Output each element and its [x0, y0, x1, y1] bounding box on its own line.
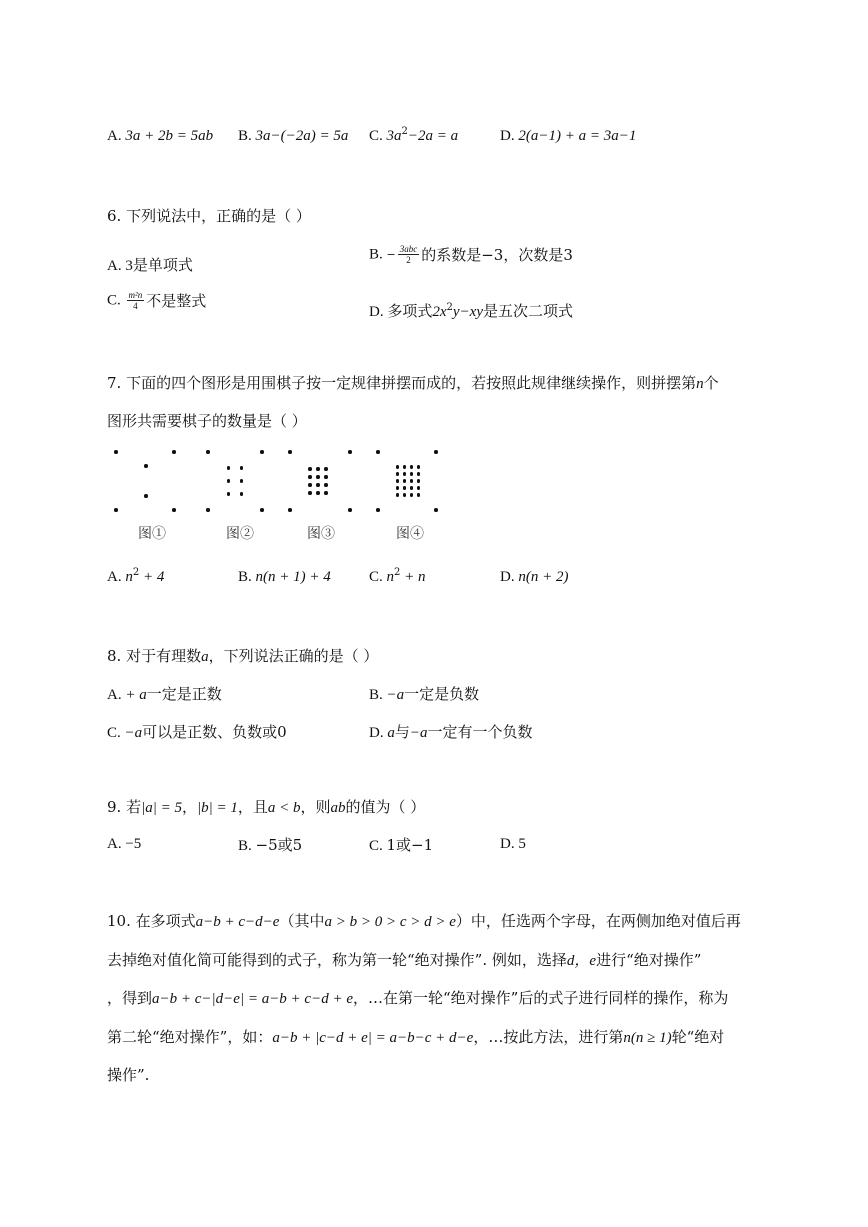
corner-dot — [114, 450, 118, 454]
inner-dot — [396, 472, 400, 476]
q8-option-c: C. −a可以是正数、负数或0 — [107, 723, 287, 741]
inner-dot — [396, 486, 400, 490]
q9-option-d: D. 5 — [500, 836, 526, 852]
fraction-m2n-over-4: $\frac{\text{m²n}}{4}$ — [128, 290, 143, 311]
corner-dot — [114, 508, 118, 512]
inner-dot — [240, 466, 244, 470]
inner-dot — [403, 486, 407, 490]
corner-dot — [206, 508, 210, 512]
inner-dot — [417, 493, 421, 497]
q7-option-b: B. n(n + 1) + 4 — [238, 569, 331, 585]
inner-dot — [396, 479, 400, 483]
inner-dot — [417, 472, 421, 476]
inner-dot — [410, 486, 414, 490]
inner-dot — [410, 472, 414, 476]
corner-dot — [288, 508, 292, 512]
q8-stem: 8. 对于有理数a，下列说法正确的是（ ） — [107, 647, 379, 665]
inner-dot — [403, 479, 407, 483]
q9-stem: 9. 若|a| = 5，|b| = 1，且a < b，则ab的值为（ ） — [107, 798, 426, 816]
q7-stem-line2: 图形共需要棋子的数量是（ ） — [107, 412, 307, 430]
q6-option-c: C. $\frac{\text{m²n}}{4}$ 不是整式 — [107, 290, 207, 311]
corner-dot — [260, 450, 264, 454]
inner-dot — [240, 479, 244, 483]
inner-dot — [324, 491, 328, 495]
inner-dot — [410, 493, 414, 497]
inner-dot — [308, 467, 312, 471]
q5-option-b: B. 3a−(−2a) = 5a — [238, 128, 349, 144]
q7-option-a: A. $n^2 + 4$ — [107, 567, 165, 585]
q6-option-d: D. 多项式$2x^2y-xy$是五次二项式 — [369, 302, 574, 320]
corner-dot — [288, 450, 292, 454]
q5-option-a: A. 3a + 2b = 5ab — [107, 128, 214, 144]
inner-dot — [144, 494, 148, 498]
inner-dot — [316, 475, 320, 479]
corner-dot — [348, 508, 352, 512]
q10-line2: 去掉绝对值化简可能得到的式子，称为第一轮“绝对操作”. 例如，选择d，e进行“绝对操作” — [107, 951, 702, 969]
inner-dot — [316, 483, 320, 487]
inner-dot — [324, 483, 328, 487]
corner-dot — [376, 450, 380, 454]
inner-dot — [308, 491, 312, 495]
q6-option-a: A. 3是单项式 — [107, 256, 193, 274]
inner-dot — [410, 479, 414, 483]
inner-dot — [396, 465, 400, 469]
inner-dot — [240, 492, 244, 496]
corner-dot — [434, 450, 438, 454]
q8-option-b: B. −a一定是负数 — [369, 685, 480, 703]
q10-line3: ，得到a−b + c−|d−e| = a−b + c−d + e，…在第一轮“绝对操作”后的式子进行同样的操作，称为 — [107, 989, 729, 1007]
q7-option-c: C. $n^2 + n$ — [369, 567, 426, 585]
q9-option-a: A. −5 — [107, 836, 142, 852]
fraction-3abc-over-2: $\frac{\text{3abc}}{2}$ — [399, 244, 418, 265]
inner-dot — [308, 475, 312, 479]
inner-dot — [324, 467, 328, 471]
q7-stem-line1: 7. 下面的四个图形是用围棋子按一定规律拼摆而成的，若按照此规律继续操作，则拼摆第n个 — [107, 374, 719, 392]
inner-dot — [403, 465, 407, 469]
q6-option-b: B. − $\frac{\text{3abc}}{2}$ 的系数是−3，次数是3 — [369, 244, 573, 265]
inner-dot — [227, 466, 231, 470]
inner-dot — [227, 479, 231, 483]
corner-dot — [172, 508, 176, 512]
corner-dot — [434, 508, 438, 512]
corner-dot — [260, 508, 264, 512]
inner-dot — [316, 491, 320, 495]
inner-dot — [417, 479, 421, 483]
inner-dot — [396, 493, 400, 497]
q9-option-b: B. −5或5 — [238, 836, 303, 854]
figure-label-2: 图② — [226, 526, 254, 542]
q5-option-c: C. $3a^2-2a = a$ — [369, 126, 459, 144]
inner-dot — [417, 465, 421, 469]
q7-option-d: D. n(n + 2) — [500, 569, 569, 585]
q8-option-d: D. a与−a一定有一个负数 — [369, 723, 533, 741]
q5-options — [107, 126, 767, 148]
q6-stem: 6. 下列说法中，正确的是（ ） — [107, 207, 311, 225]
inner-dot — [144, 464, 148, 468]
q9-option-c: C. 1或−1 — [369, 836, 434, 854]
corner-dot — [348, 450, 352, 454]
figure-label-1: 图① — [138, 526, 166, 542]
q10-line1: 10. 在多项式a−b + c−d−e（其中a > b > 0 > c > d > e）中，任选两个字母，在两侧加绝对值后再 — [107, 912, 741, 930]
inner-dot — [316, 467, 320, 471]
corner-dot — [206, 450, 210, 454]
inner-dot — [324, 475, 328, 479]
inner-dot — [227, 492, 231, 496]
q8-option-a: A. + a一定是正数 — [107, 685, 222, 703]
inner-dot — [403, 493, 407, 497]
inner-dot — [417, 486, 421, 490]
q10-line4: 第二轮“绝对操作”，如：a−b + |c−d + e| = a−b−c + d−e，…按此方法，进行第n(n ≥ 1)轮“绝对 — [107, 1028, 725, 1046]
inner-dot — [410, 465, 414, 469]
figure-label-3: 图③ — [307, 526, 335, 542]
inner-dot — [308, 483, 312, 487]
inner-dot — [403, 472, 407, 476]
corner-dot — [376, 508, 380, 512]
figure-label-4: 图④ — [396, 526, 424, 542]
q10-line5: 操作”. — [107, 1066, 150, 1084]
q5-option-d: D. 2(a−1) + a = 3a−1 — [500, 128, 637, 144]
corner-dot — [172, 450, 176, 454]
